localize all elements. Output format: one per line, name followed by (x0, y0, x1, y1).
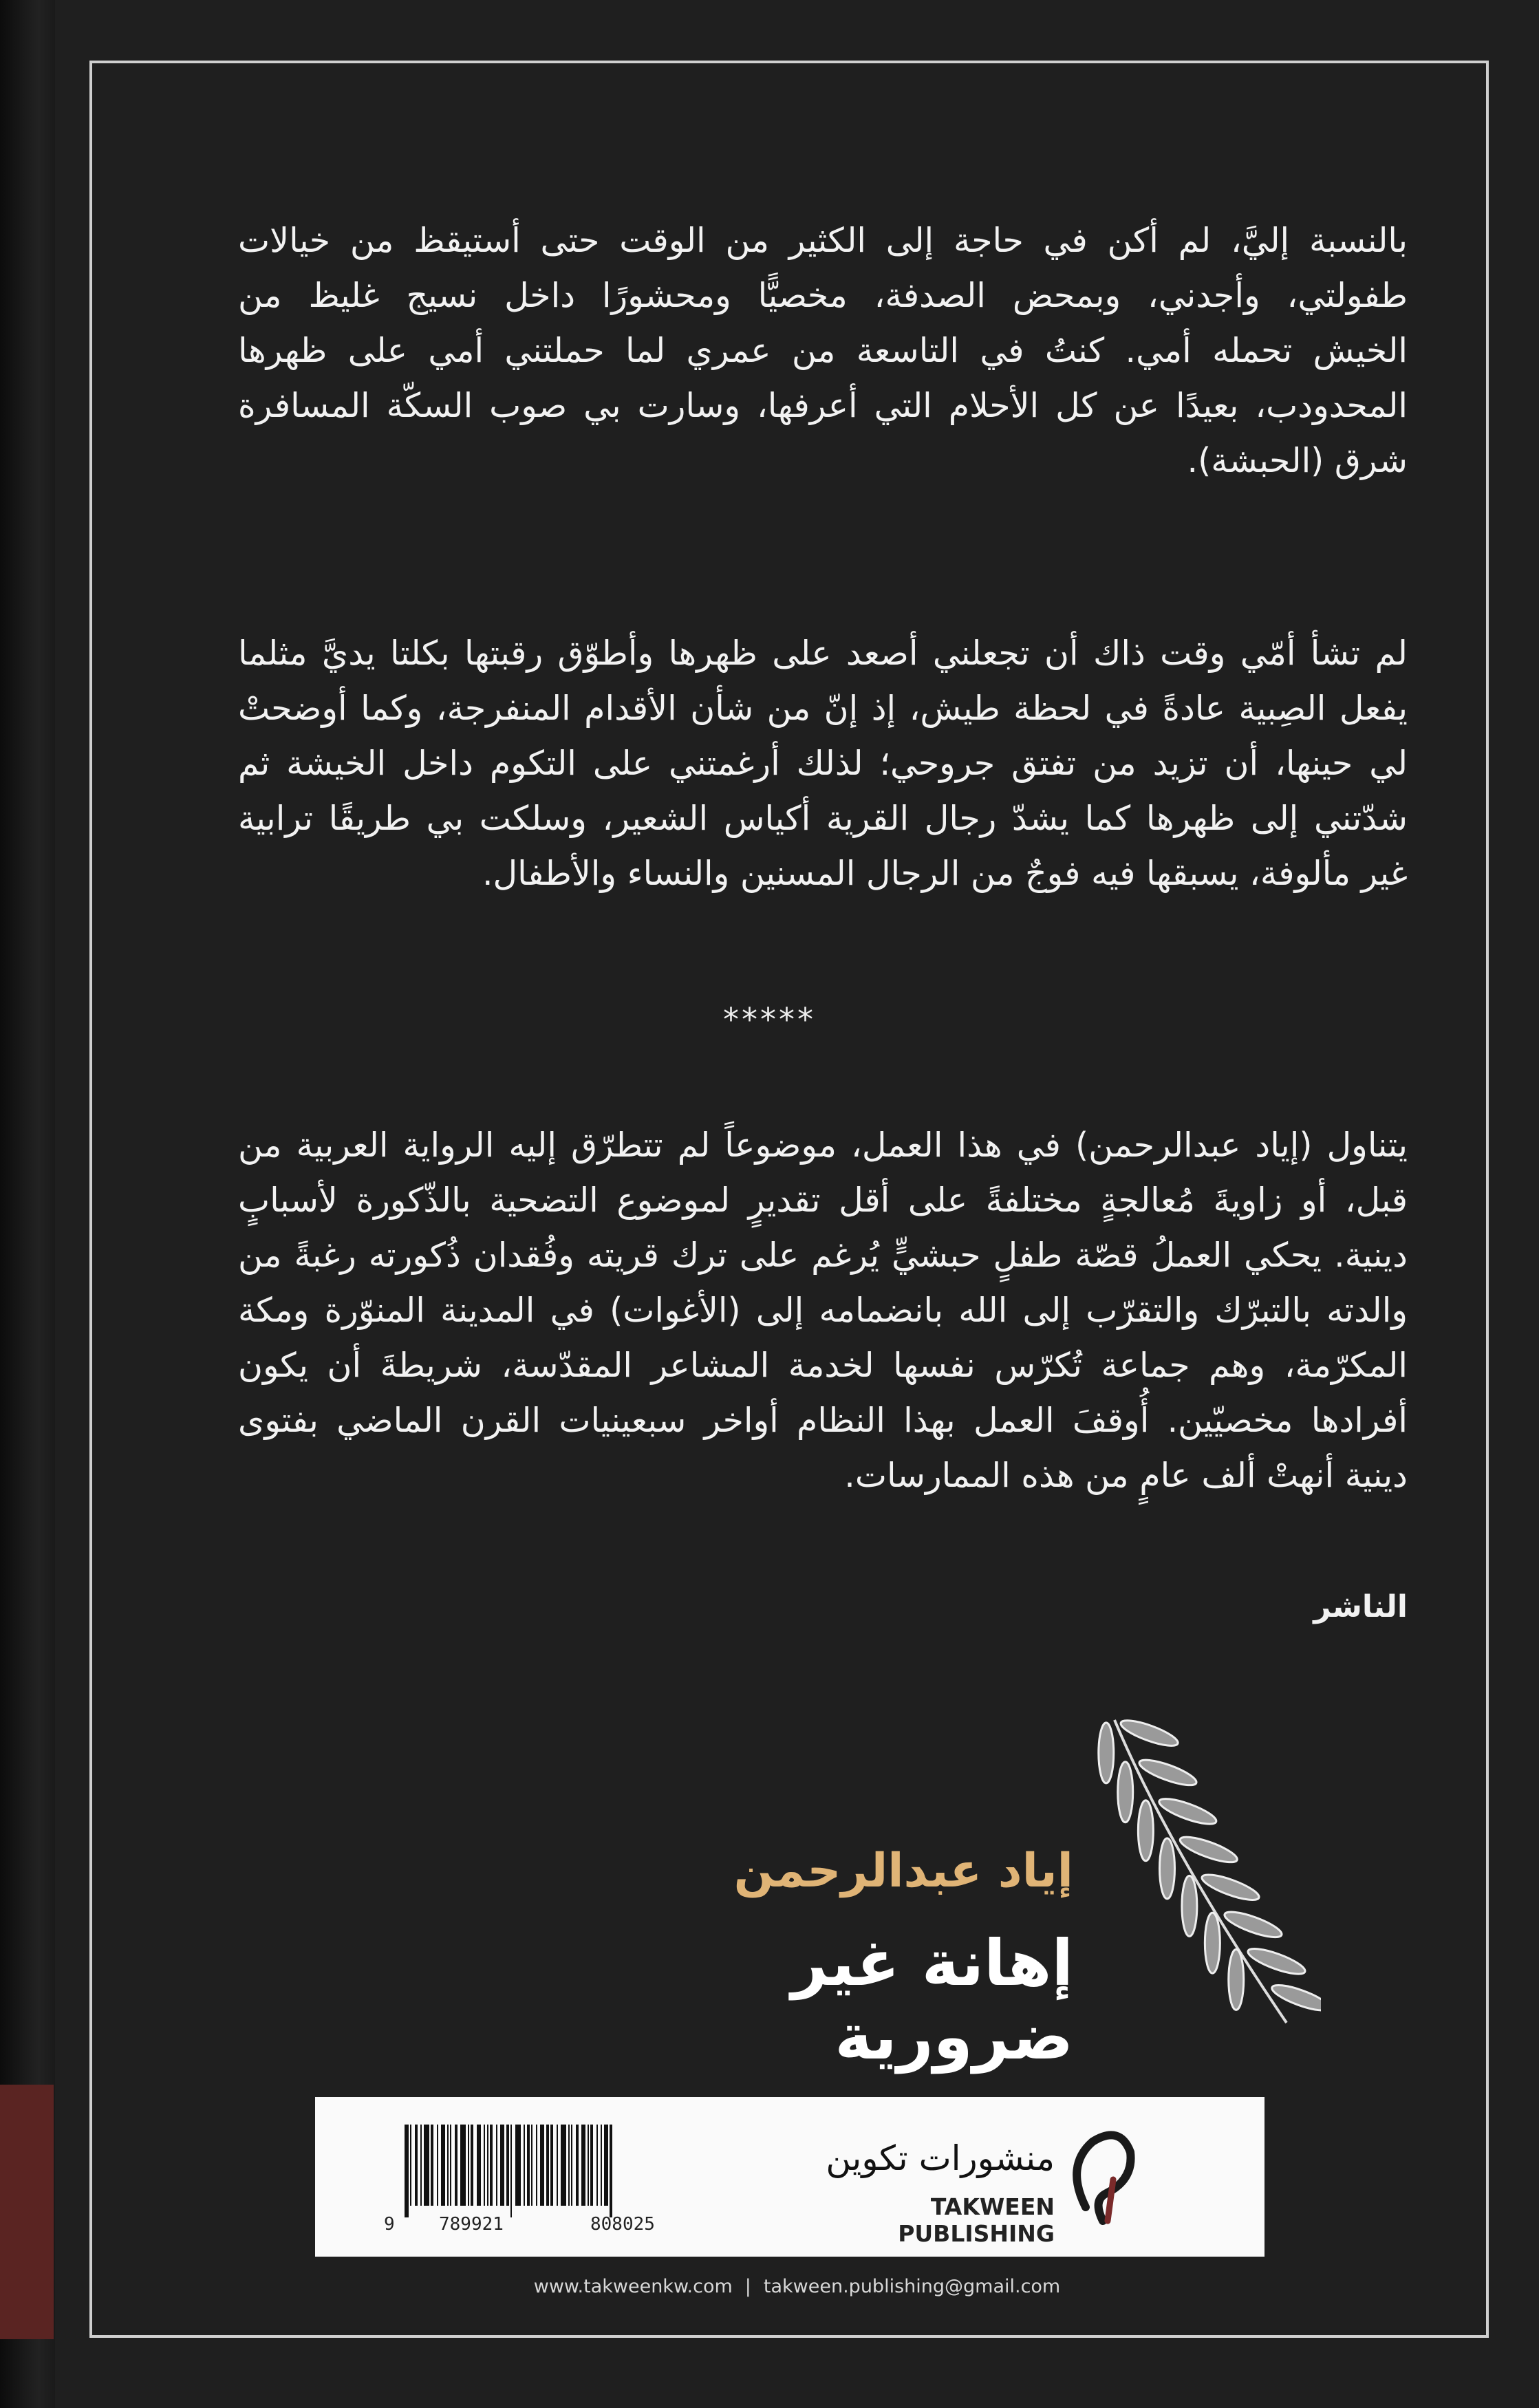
barcode-bar (490, 2125, 493, 2206)
text-line: بالنسبة إليَّ، لم أكن في حاجة إلى الكثير من الوقت حتى أستيقظ من خيالات (238, 221, 1408, 260)
barcode-bar (590, 2125, 593, 2206)
text-line: لي حينها، أن تزيد من تفتق جروحي؛ لذلك أرغمتني على التكوم داخل الخيشة ثم (238, 744, 1408, 783)
leaf-shape (1138, 1800, 1153, 1861)
website-link[interactable]: www.takweenkw.com (533, 2276, 733, 2297)
leaf-shape (1137, 1755, 1198, 1790)
barcode-bar (500, 2125, 504, 2206)
text-line: شرق (الحبشة). (1187, 441, 1408, 480)
barcode-bar (424, 2125, 429, 2206)
isbn-group-2: 808025 (590, 2214, 655, 2235)
synopsis-paragraph (238, 1118, 1408, 1503)
barcode-bar (515, 2125, 521, 2206)
section-separator: ***** (723, 1001, 816, 1038)
leaf-shape (1229, 1949, 1244, 2010)
leaf-shape (1182, 1875, 1197, 1936)
text-line: دينية. يحكي العملُ قصّة طفلٍ حبشيٍّ يُرغم على ترك قريته وفُقدان ذُكورته رغبةً من (238, 1236, 1408, 1275)
publisher-name-english: TAKWEEN PUBLISHING (898, 2193, 1055, 2247)
isbn-prefix: 9 (384, 2214, 395, 2235)
publisher-signature (238, 1589, 1408, 1624)
signature-text: الناشر (1313, 1589, 1408, 1624)
barcode-bar (550, 2125, 553, 2206)
barcode-bar (471, 2125, 473, 2206)
author-name: إياد عبدالرحمن (733, 1844, 1073, 1898)
text-line: طفولتي، وأجدني، وبمحض الصدفة، مخصيًّا ومحشورًا داخل نسيج غليظ من (238, 276, 1408, 315)
barcode-publisher-panel (315, 2097, 1264, 2257)
barcode-bar (576, 2125, 579, 2206)
text-line: المكرّمة، وهم جماعة تُكرّس نفسها لخدمة المشاعر المقدّسة، شريطةَ أن يكون (238, 1346, 1408, 1385)
barcode-bar (468, 2125, 469, 2206)
barcode-bar (450, 2125, 451, 2206)
barcode-bar (588, 2125, 589, 2206)
leaf-shape (1156, 1794, 1218, 1829)
barcode-bar (441, 2125, 445, 2206)
book-spine (0, 0, 55, 2408)
barcode-bar (596, 2125, 598, 2206)
barcode-bar (571, 2125, 572, 2206)
leaf-shape (1118, 1762, 1133, 1823)
spine-accent (0, 2085, 54, 2339)
barcode-bar (484, 2125, 485, 2206)
barcode-bar (601, 2125, 602, 2206)
barcode-bar (531, 2125, 532, 2206)
barcode-bar (604, 2125, 608, 2206)
text-line: قبل، أو زاويةَ مُعالجةٍ مختلفةً على أقل تقديرٍ لموضوع التضحية بالذّكورة لأسبابٍ (238, 1181, 1408, 1220)
text-line: يتناول (إياد عبدالرحمن) في هذا العمل، موضوعاً لم تتطرّق إليه الرواية العربية من (238, 1126, 1408, 1165)
text-line: غير مألوفة، يسبقها فيه فوجٌ من الرجال المسنين والنساء والأطفال. (482, 854, 1408, 893)
text-line: يفعل الصِبية عادةً في لحظة طيش، إذ إنّ من شأن الأقدام المنفرجة، وكما أوضحتْ (238, 689, 1408, 728)
barcode-bar (420, 2125, 422, 2206)
barcode-bar (496, 2125, 497, 2206)
isbn-group-1: 789921 (439, 2214, 504, 2235)
leaf-branch-icon (1087, 1713, 1321, 2030)
barcode-bar (524, 2125, 525, 2206)
barcode-bar (447, 2125, 449, 2206)
barcode-bar (405, 2125, 409, 2217)
barcode-bar (610, 2125, 612, 2217)
publisher-name-arabic: منشورات تكوين (826, 2138, 1055, 2178)
text-line: المحدودب، بعيدًا عن كل الأحلام التي أعرفها، وسارت بي صوب السكّة المسافرة (238, 386, 1408, 425)
leaf-shape (1159, 1838, 1174, 1899)
leaf-shape (1205, 1913, 1220, 1973)
barcode-bar (477, 2125, 481, 2206)
barcode-bar (561, 2125, 566, 2206)
barcode-bar (431, 2125, 433, 2206)
text-line: الخيش تحمله أمي. كنتُ في التاسعة من عمري لما حملتني أمي على ظهرها (238, 331, 1408, 370)
text-line: دينية أنهتْ ألف عامٍ من هذه الممارسات. (844, 1456, 1408, 1495)
text-line: والدته بالتبرّك والتقرّب إلى الله بانضمامه إلى (الأغوات) في المدينة المنوّرة ومكة (238, 1291, 1408, 1330)
leaf-shape (1118, 1716, 1180, 1751)
book-title: إهانة غير ضرورية (791, 1926, 1073, 2074)
excerpt-paragraph-2 (238, 626, 1408, 901)
barcode-bar (546, 2125, 549, 2206)
barcode-bar (455, 2125, 458, 2206)
barcode-bar (506, 2125, 509, 2206)
barcode-bar (460, 2125, 466, 2206)
text-line: لم تشأ أمّي وقت ذاك أن تجعلني أصعد على ظهرها وأطوّق رقبتها بكلتا يديَّ مثلما (238, 634, 1408, 673)
isbn-barcode (405, 2125, 693, 2214)
barcode-bar (540, 2125, 544, 2206)
leaf-shape (1099, 1723, 1114, 1783)
barcode-bar (437, 2125, 438, 2206)
separator: | (744, 2276, 751, 2297)
barcode-bar (568, 2125, 570, 2206)
barcode-bar (487, 2125, 488, 2206)
barcode-bar (410, 2125, 411, 2206)
text-line: شدّتني إلى ظهرها كما يشدّ رجال القرية أكياس الشعير، وسلكت بي طريقًا ترابية (238, 799, 1408, 838)
text-line: أفرادها مخصيّين. أُوقفَ العمل بهذا النظام أواخر سبعينيات القرن الماضي بفتوى (238, 1401, 1408, 1440)
takween-logo-icon (1065, 2125, 1141, 2235)
barcode-bar (557, 2125, 558, 2206)
contact-line (0, 2276, 1539, 2297)
email-link[interactable]: takween.publishing@gmail.com (763, 2276, 1061, 2297)
barcode-bar (527, 2125, 530, 2206)
barcode-bar (536, 2125, 537, 2206)
excerpt-paragraph-1 (238, 213, 1408, 488)
barcode-bar (510, 2125, 512, 2217)
barcode-bar (415, 2125, 418, 2206)
barcode-bar (581, 2125, 585, 2206)
